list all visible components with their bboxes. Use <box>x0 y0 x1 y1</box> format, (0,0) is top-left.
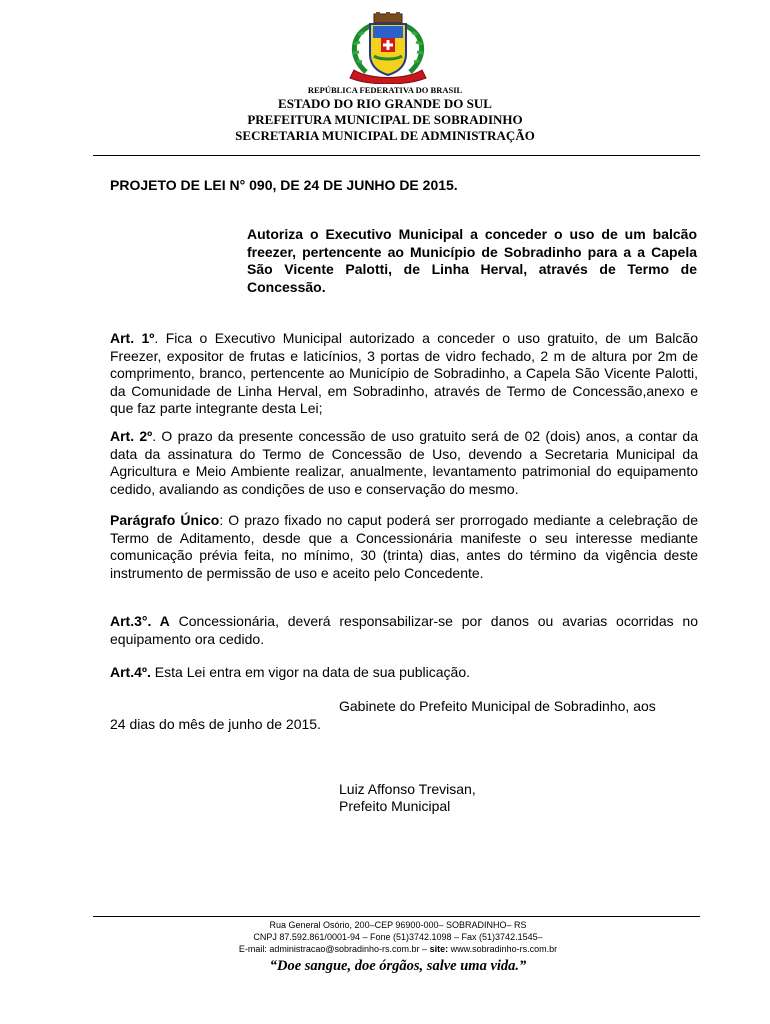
footer-email: E-mail: administracao@sobradinho-rs.com.br – <box>238 944 430 954</box>
article-3-label: Art.3°. A <box>110 613 170 629</box>
header-republic: REPÚBLICA FEDERATIVA DO BRASIL <box>307 85 463 95</box>
paragraph-unico <box>110 512 698 582</box>
article-2-text: . O prazo da presente concessão de uso gratuito será de 02 (dois) anos, a contar da data da assinatura do Termo de Concessão de Uso, devendo a Secretaria Municipal da Agricultura e Meio Ambiente realizar, anualmente, levantamento patrimonial do equipamento cedido, avaliando as condições de uso e conservação do mesmo. <box>110 428 698 497</box>
header-state: ESTADO DO RIO GRANDE DO SUL <box>278 96 492 111</box>
paragraph-unico-text: : O prazo fixado no caput poderá ser prorrogado mediante a celebração de Termo de Aditamento, desde que a Concessionária manifeste o seu interesse mediante comunicação prévia feita, no mínimo, 30 (trinta) dias, antes do término da vigência deste instrumento de permissão de uso e aceito pelo Concedente. <box>110 512 698 581</box>
footer-site-label: site: <box>429 944 449 954</box>
article-1 <box>110 330 698 418</box>
footer-contacts: CNPJ 87.592.861/0001-94 – Fone (51)3742.1098 – Fax (51)3742.1545– <box>253 932 543 942</box>
footer-address: Rua General Osório, 200–CEP 96900-000– SOBRADINHO– RS <box>269 920 527 930</box>
article-1-label: Art. 1º <box>110 330 155 346</box>
signer-name: Luiz Affonso Trevisan, <box>339 781 476 797</box>
footer-divider <box>93 916 700 917</box>
document-title: PROJETO DE LEI N° 090, DE 24 DE JUNHO DE 2015. <box>110 177 458 193</box>
article-2 <box>110 428 698 498</box>
header-divider <box>93 155 700 156</box>
footer-site: www.sobradinho-rs.com.br <box>448 944 558 954</box>
closing-line-2: 24 dias do mês de junho de 2015. <box>110 716 321 732</box>
article-4-label: Art.4º. <box>110 664 151 680</box>
header-secretariat: SECRETARIA MUNICIPAL DE ADMINISTRAÇÃO <box>235 128 535 143</box>
signer-role: Prefeito Municipal <box>339 798 451 814</box>
ementa: Autoriza o Executivo Municipal a conceder o uso de um balcão freezer, pertencente ao Município de Sobradinho para a a Capela São Vicente Palotti, de Linha Herval, através de Termo de Concessão. <box>247 226 697 295</box>
article-1-text: . Fica o Executivo Municipal autorizado a conceder o uso gratuito, de um Balcão Freezer, expositor de frutas e laticínios, 3 portas de vidro fechado, 2 m de altura por 2m de comprimento, branco, pertencente ao Município de Sobradinho, a Capela São Vicente Palotti, da Comunidade de Linha Herval, em Sobradinho, através de Termo de Concessão,anexo e que faz parte integrante desta Lei; <box>110 330 698 416</box>
article-4-text: Esta Lei entra em vigor na data de sua publicação. <box>150 664 470 680</box>
footer-motto: “Doe sangue, doe órgãos, salve uma vida.” <box>269 958 527 974</box>
header-prefecture: PREFEITURA MUNICIPAL DE SOBRADINHO <box>247 112 523 127</box>
article-3 <box>110 613 698 648</box>
closing-line-1: Gabinete do Prefeito Municipal de Sobradinho, aos <box>339 698 656 714</box>
coat-of-arms-icon <box>340 12 436 84</box>
footer-email-site <box>0 944 770 954</box>
article-3-text: Concessionária, deverá responsabilizar-se por danos ou avarias ocorridas no equipamento ora cedido. <box>110 613 698 647</box>
article-4 <box>110 664 698 682</box>
article-2-label: Art. 2º <box>110 428 153 444</box>
paragraph-unico-label: Parágrafo Único <box>110 512 220 528</box>
